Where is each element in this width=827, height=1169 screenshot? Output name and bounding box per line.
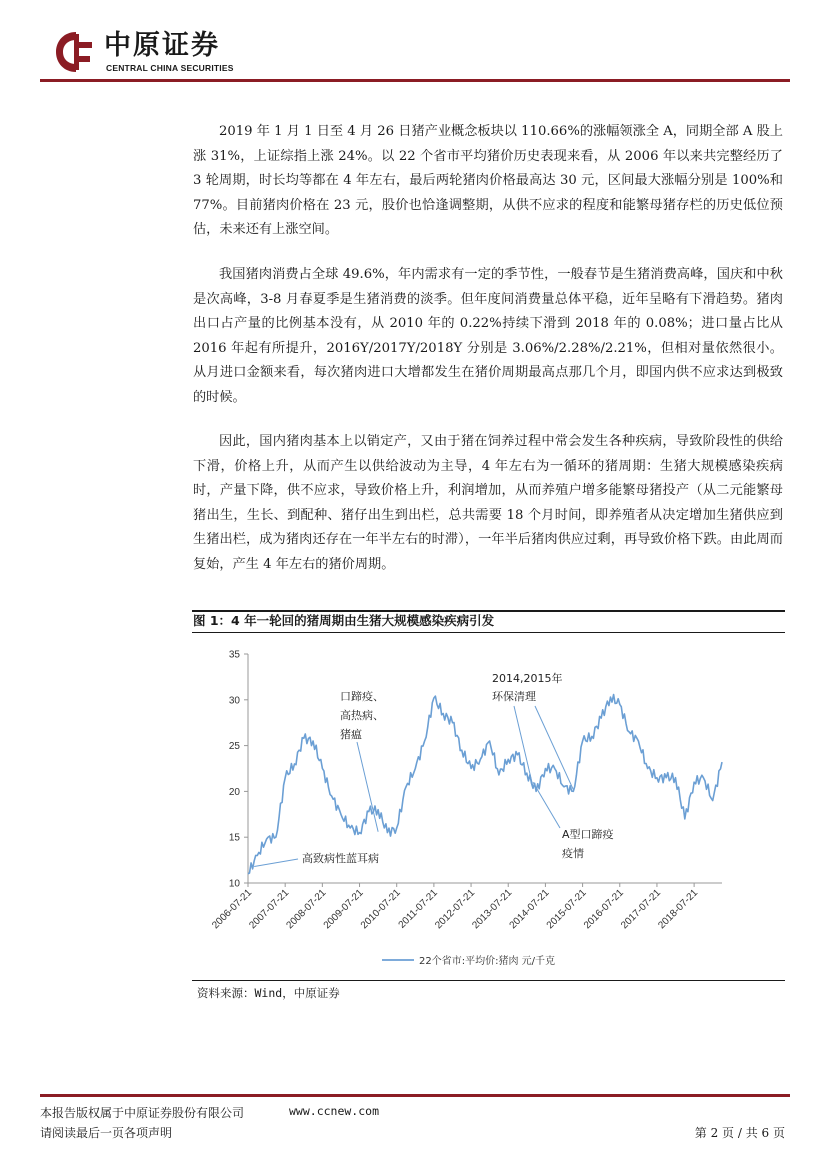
y-axis-ticks xyxy=(229,650,248,890)
figure-source: 资料来源：Wind，中原证券 xyxy=(197,986,340,1000)
chart-legend xyxy=(382,954,555,967)
x-tick-label: 2007-07-21 xyxy=(247,887,292,932)
paragraph-1: 2019 年 1 月 1 日至 4 月 26 日猪产业概念板块以 110.66%的涨幅领涨全 A，同期全部 A 股上涨 31%，上证综指上涨 24%。以 22 个省市平均猪价历史表现来看，从 2006 年以来共完整经历了 3 轮周期，时长均等都在 4 年左右，最后两轮猪肉价格最高达 30 元，区间最大涨幅分别是 100%和 77%。目前猪肉价格在 23 元，股价也恰逢调整期，从供不应求的程度和能繁母猪存栏的历史低位预估，未来还有上涨空间。 xyxy=(193,124,783,237)
annotation-4-arrow xyxy=(254,859,298,867)
header-rule xyxy=(40,79,790,82)
x-tick-label: 2018-07-21 xyxy=(656,887,701,932)
figure-bottom-rule xyxy=(192,980,785,981)
company-name-en: CENTRAL CHINA SECURITIES xyxy=(106,63,234,73)
paragraph-2: 我国猪肉消费占全球 49.6%，年内需求有一定的季节性，一般春节是生猪消费高峰，国庆和中秋是次高峰，3-8 月春夏季是生猪消费的淡季。但年度间消费量总体平稳，近年呈略有下滑趋势。猪肉出口占产量的比例基本没有，从 2010 年的 0.22%持续下滑到 2018 年的 0.08%；进口量占比从 2016 年起有所提升，2016Y/2017Y/2018Y 分别是 3.06%/2.28%/2.21%，但相对量依然很小。从月进口金额来看，每次猪肉进口大增都发生在猪价周期最高点那几个月，即国内供不应求达到极致的时候。 xyxy=(193,267,783,405)
annotation-3-line-1: A型口蹄疫 xyxy=(562,828,614,841)
logo-mark-icon xyxy=(54,30,98,74)
footer-disclaimer: 请阅读最后一页各项声明 xyxy=(40,1126,173,1140)
x-tick-label: 2006-07-21 xyxy=(210,887,255,932)
x-tick-label: 2017-07-21 xyxy=(619,887,664,932)
x-tick-label: 2011-07-21 xyxy=(396,887,441,931)
annotation-1-arrow xyxy=(357,742,378,832)
y-tick-label: 30 xyxy=(228,695,240,707)
paragraph-3: 因此，国内猪肉基本上以销定产，又由于猪在饲养过程中常会发生各种疾病，导致阶段性的供给下滑，价格上升，从而产生以供给波动为主导，4 年左右为一循环的猪周期：生猪大规模感染疾病时，产量下降，供不应求，导致价格上升，利润增加，从而养殖户增多能繁母猪投产（从二元能繁母猪出生，生长、到配种、猪仔出生到出栏，总共需要 18 个月时间，即养殖者从决定增加生猪供应到生猪出栏，成为猪肉还存在一年半左右的时滞），一年半后猪肉供应过剩，再导致价格下跌。由此周而复始，产生 4 年左右的猪价周期。 xyxy=(193,434,783,572)
annotation-3-line-2: 疫情 xyxy=(562,847,584,860)
y-tick-label: 35 xyxy=(228,649,240,661)
y-tick-label: 15 xyxy=(228,832,240,844)
x-tick-label: 2015-07-21 xyxy=(544,887,589,932)
annotation-3-arrow xyxy=(533,782,560,828)
x-tick-label: 2014-07-21 xyxy=(507,887,552,932)
annotation-2-line-2: 环保清理 xyxy=(492,690,536,703)
annotation-1-line-1: 口蹄疫、 xyxy=(340,690,384,703)
footer-copyright: 本报告版权属于中原证券股份有限公司 xyxy=(40,1106,245,1120)
y-tick-label: 10 xyxy=(228,878,240,890)
x-tick-label: 2012-07-21 xyxy=(433,887,478,932)
y-tick-label: 25 xyxy=(228,741,240,753)
annotation-1-line-3: 猪瘟 xyxy=(340,728,362,741)
footer-website[interactable]: www.ccnew.com xyxy=(289,1104,380,1118)
x-tick-label: 2009-07-21 xyxy=(321,887,366,932)
company-name-cn: 中原证券 xyxy=(104,30,220,61)
x-tick-label: 2008-07-21 xyxy=(284,887,329,932)
annotation-2-arrow-1 xyxy=(514,706,533,787)
legend-label: 22个省市:平均价:猪肉 元/千克 xyxy=(419,956,556,967)
annotation-4-label: 高致病性蓝耳病 xyxy=(302,852,379,865)
series-line xyxy=(248,695,722,874)
chart-series xyxy=(248,695,722,874)
company-logo xyxy=(54,28,254,76)
x-tick-label: 2013-07-21 xyxy=(470,887,515,932)
x-axis-ticks xyxy=(210,883,700,931)
annotation-2-line-1: 2014,2015年 xyxy=(492,672,563,685)
figure-title-rule xyxy=(192,632,785,633)
figure-title: 图 1：4 年一轮回的猪周期由生猪大规模感染疾病引发 xyxy=(193,613,495,628)
annotation-1-line-2: 高热病、 xyxy=(340,709,384,722)
x-tick-label: 2010-07-21 xyxy=(358,887,403,932)
chart-axes xyxy=(248,654,722,883)
y-tick-label: 20 xyxy=(228,786,240,798)
footer-rule xyxy=(40,1094,790,1097)
x-tick-label: 2016-07-21 xyxy=(581,887,626,932)
footer-page-number: 第 2 页 / 共 6 页 xyxy=(694,1126,785,1140)
pork-price-line-chart xyxy=(192,638,787,976)
